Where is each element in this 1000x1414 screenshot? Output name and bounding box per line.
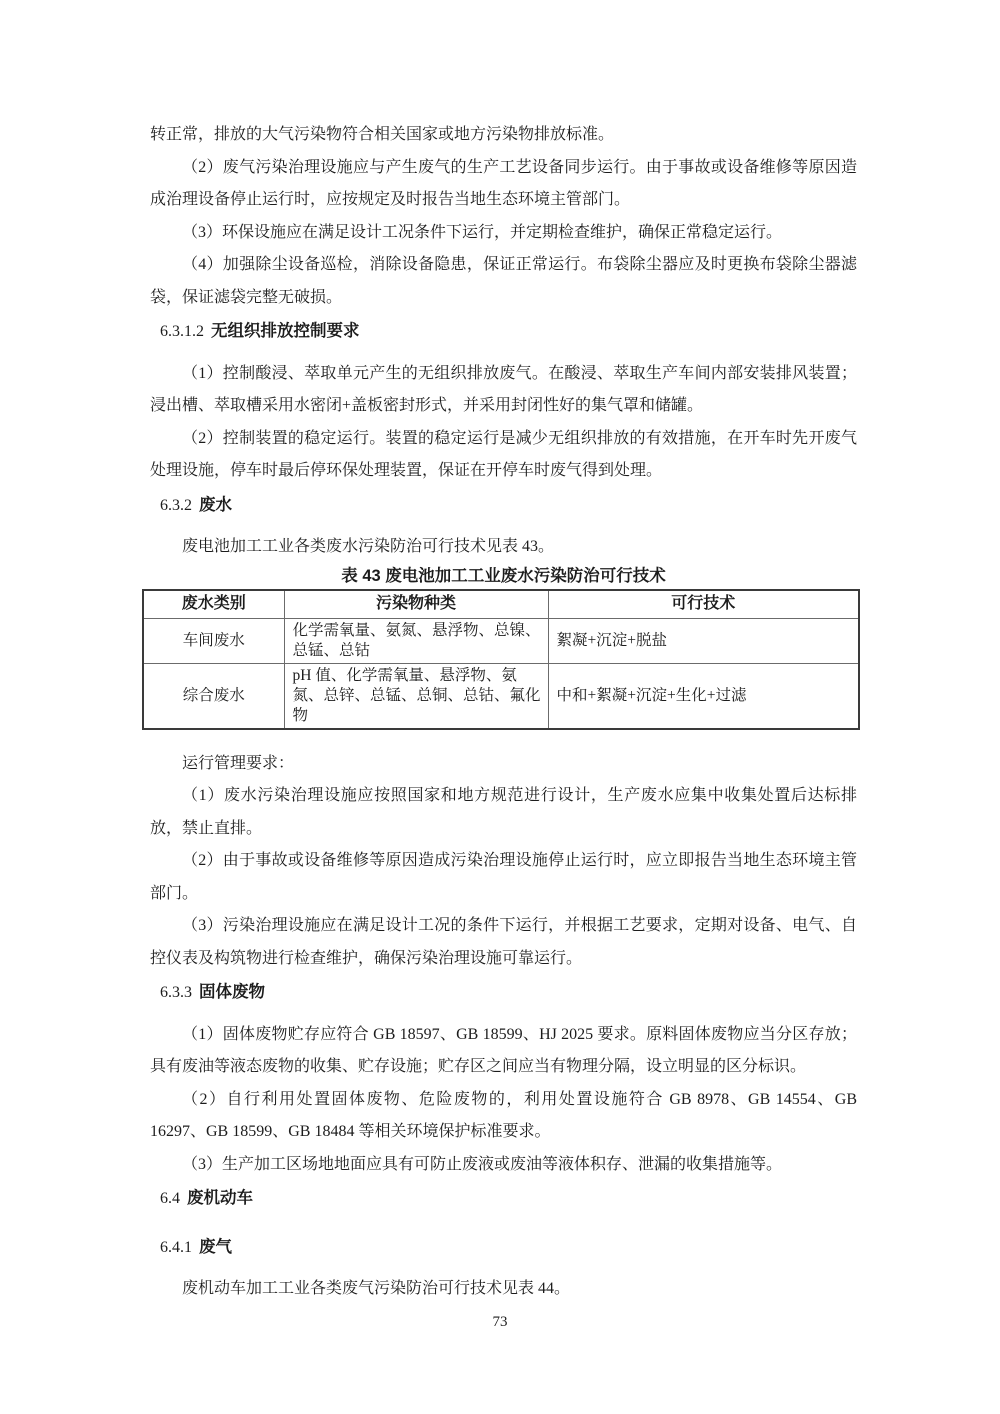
paragraph-air-item-4: （4）加强除尘设备巡检，消除设备隐患，保证正常运行。布袋除尘器应及时更换布袋除尘器滤袋，保证滤袋完整无破损。	[150, 256, 857, 306]
section-number: 6.3.1.2	[160, 323, 204, 340]
table-header-feasible-tech: 可行技术	[548, 590, 859, 619]
paragraph-641-intro: 废机动车加工工业各类废气污染防治可行技术见表 44。	[182, 1280, 571, 1297]
paragraph-633-item-2: （2）自行利用处置固体废物、危险废物的，利用处置设施符合 GB 8978、GB 14554、GB 16297、GB 18599、GB 18484 等相关环境保护标准要求。	[150, 1090, 857, 1140]
table-header-waste-type: 废水类别	[143, 590, 284, 619]
paragraph-6312-item-2: （2）控制装置的稳定运行。装置的稳定运行是减少无组织排放的有效措施，在开车时先开废气处理设施，停车时最后停环保处理装置，保证在开停车时废气得到处理。	[150, 429, 857, 479]
table-cell-pollutants: pH 值、化学需氧量、悬浮物、氨氮、总锌、总锰、总铜、总钴、氟化物	[284, 663, 548, 729]
section-heading-6312	[160, 315, 857, 349]
paragraph-ops-item-2: （2）由于事故或设备维修等原因造成污染治理设施停止运行时，应立即报告当地生态环境主管部门。	[150, 852, 857, 902]
table-header-row	[143, 590, 859, 619]
section-title: 固体废物	[199, 983, 265, 1001]
section-number: 6.3.3	[160, 984, 192, 1001]
paragraph-ops-item-1: （1）废水污染治理设施应按照国家和地方规范进行设计，生产废水应集中收集处置后达标排放，禁止直排。	[150, 787, 857, 837]
paragraph-air-item-3: （3）环保设施应在满足设计工况条件下运行，并定期检查维护，确保正常稳定运行。	[182, 223, 783, 241]
paragraph-633-item-3: （3）生产加工区场地地面应具有可防止废液或废油等液体积存、泄漏的收集措施等。	[182, 1155, 783, 1173]
wastewater-table	[142, 589, 860, 730]
table-row	[143, 663, 859, 729]
section-heading-641	[160, 1231, 857, 1265]
paragraph-air-item-2: （2）废气污染治理设施应与产生废气的生产工艺设备同步运行。由于事故或设备维修等原因造成治理设备停止运行时，应按规定及时报告当地生态环境主管部门。	[150, 158, 857, 208]
section-title: 废机动车	[187, 1189, 253, 1207]
section-title: 废气	[199, 1237, 232, 1256]
page-content	[150, 119, 857, 1306]
paragraph-ops-item-3: （3）污染治理设施应在满足设计工况的条件下运行，并根据工艺要求，定期对设备、电气、自控仪表及构筑物进行检查维护，确保污染治理设施可靠运行。	[150, 917, 857, 967]
paragraph-ops-title: 运行管理要求：	[182, 754, 295, 772]
table-cell-pollutants: 化学需氧量、氨氮、悬浮物、总镍、总锰、总钴	[284, 618, 548, 663]
section-heading-64	[160, 1182, 857, 1216]
page-number: 73	[492, 1314, 508, 1330]
paragraph-continuation: 转正常，排放的大气污染物符合相关国家或地方污染物排放标准。	[150, 126, 615, 143]
section-title: 无组织排放控制要求	[211, 322, 360, 340]
table-cell-tech: 絮凝+沉淀+脱盐	[548, 618, 859, 663]
section-heading-633	[160, 976, 857, 1010]
table-cell-waste-type: 综合废水	[143, 663, 284, 729]
paragraph-633-item-1: （1）固体废物贮存应符合 GB 18597、GB 18599、HJ 2025 要求。原料固体废物应当分区存放；具有废油等液态废物的收集、贮存设施；贮存区之间应当有物理分隔，设立明显的区分标识。	[150, 1025, 857, 1075]
section-number: 6.4.1	[160, 1238, 192, 1256]
table-cell-tech: 中和+絮凝+沉淀+生化+过滤	[548, 663, 859, 729]
section-heading-632	[160, 489, 857, 523]
section-number: 6.3.2	[160, 496, 192, 514]
table-header-pollutant-type: 污染物种类	[284, 590, 548, 619]
paragraph-6312-item-1: （1）控制酸浸、萃取单元产生的无组织排放废气。在酸浸、萃取生产车间内部安装排风装置；浸出槽、萃取槽采用水密闭+盖板密封形式，并采用封闭性好的集气罩和储罐。	[150, 364, 857, 414]
table-caption: 表 43 废电池加工工业废水污染防治可行技术	[341, 566, 666, 585]
paragraph-632-intro: 废电池加工工业各类废水污染防治可行技术见表 43。	[182, 538, 555, 555]
section-title: 废水	[199, 495, 232, 514]
section-number: 6.4	[160, 1190, 180, 1207]
table-cell-waste-type: 车间废水	[143, 618, 284, 663]
table-row	[143, 618, 859, 663]
